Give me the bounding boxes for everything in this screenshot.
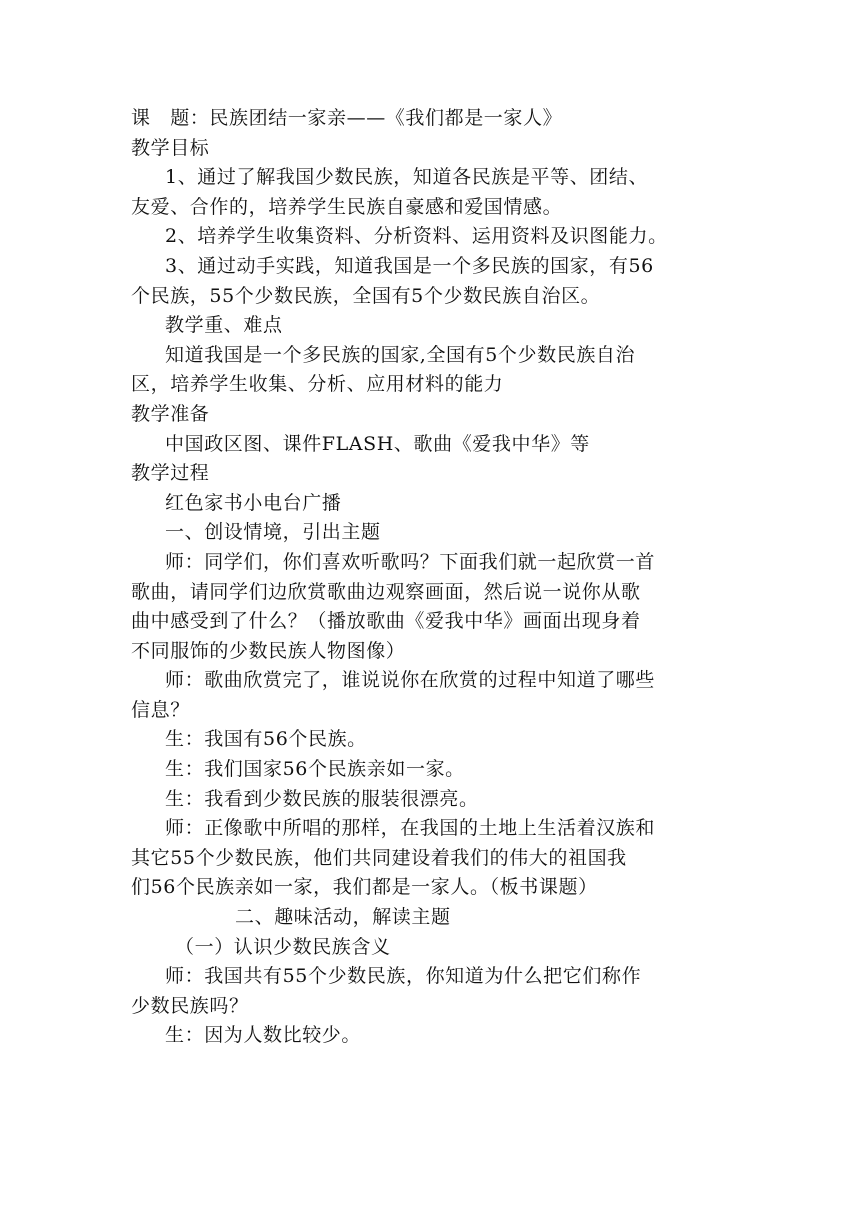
paragraph-line: 知道我国是一个多民族的国家,全国有5个少数民族自治 [165,343,636,366]
dialogue-line: 生：我国有56个民族。 [165,728,367,751]
step-heading: 二、趣味活动，解读主题 [235,906,451,929]
paragraph-line: 3、通过动手实践，知道我国是一个多民族的国家，有56 [165,254,654,277]
dialogue-line: 师：同学们，你们喜欢听歌吗？下面我们就一起欣赏一首 [165,550,656,573]
dialogue-line: 曲中感受到了什么？（播放歌曲《爱我中华》画面出现身着 [131,610,641,633]
paragraph-line: 红色家书小电台广播 [165,491,342,514]
section-heading-objectives: 教学目标 [131,136,210,159]
dialogue-line: 生：因为人数比较少。 [165,1024,362,1047]
dialogue-line: 歌曲，请同学们边欣赏歌曲边观察画面，然后说一说你从歌 [131,580,641,603]
paragraph-line: 2、培养学生收集资料、分析资料、运用资料及识图能力。 [165,225,668,248]
section-heading-process: 教学过程 [131,462,210,485]
dialogue-line: 生：我看到少数民族的服装很漂亮。 [165,787,479,810]
paragraph-line: 区，培养学生收集、分析、应用材料的能力 [131,373,504,396]
dialogue-line: 们56个民族亲如一家，我们都是一家人。（板书课题） [131,876,598,899]
dialogue-line: 不同服饰的少数民族人物图像） [131,639,406,662]
section-heading-preparation: 教学准备 [131,402,210,425]
dialogue-line: 其它55个少数民族，他们共同建设着我们的伟大的祖国我 [131,846,627,869]
section-heading-key-points: 教学重、难点 [165,314,283,337]
dialogue-line: 师：我国共有55个少数民族，你知道为什么把它们称作 [165,965,642,988]
lesson-title-line: 课 题：民族团结一家亲——《我们都是一家人》 [131,107,563,129]
dialogue-line: 师：歌曲欣赏完了，谁说说你在欣赏的过程中知道了哪些 [165,669,656,692]
paragraph-line: 个民族，55个少数民族，全国有5个少数民族自治区。 [131,284,601,307]
dialogue-line: 师：正像歌中所唱的那样，在我国的土地上生活着汉族和 [165,817,656,840]
dialogue-line: 生：我们国家56个民族亲如一家。 [165,758,465,781]
dialogue-line: 少数民族吗？ [131,994,249,1017]
document-body [131,104,731,1051]
sub-step-heading: （一）认识少数民族含义 [175,935,391,958]
step-heading: 一、创设情境，引出主题 [165,521,381,544]
paragraph-line: 友爱、合作的，培养学生民族自豪感和爱国情感。 [131,195,563,218]
dialogue-line: 信息？ [131,698,190,721]
paragraph-line: 中国政区图、课件FLASH、歌曲《爱我中华》等 [165,432,590,455]
paragraph-line: 1、通过了解我国少数民族，知道各民族是平等、团结、 [165,166,649,189]
